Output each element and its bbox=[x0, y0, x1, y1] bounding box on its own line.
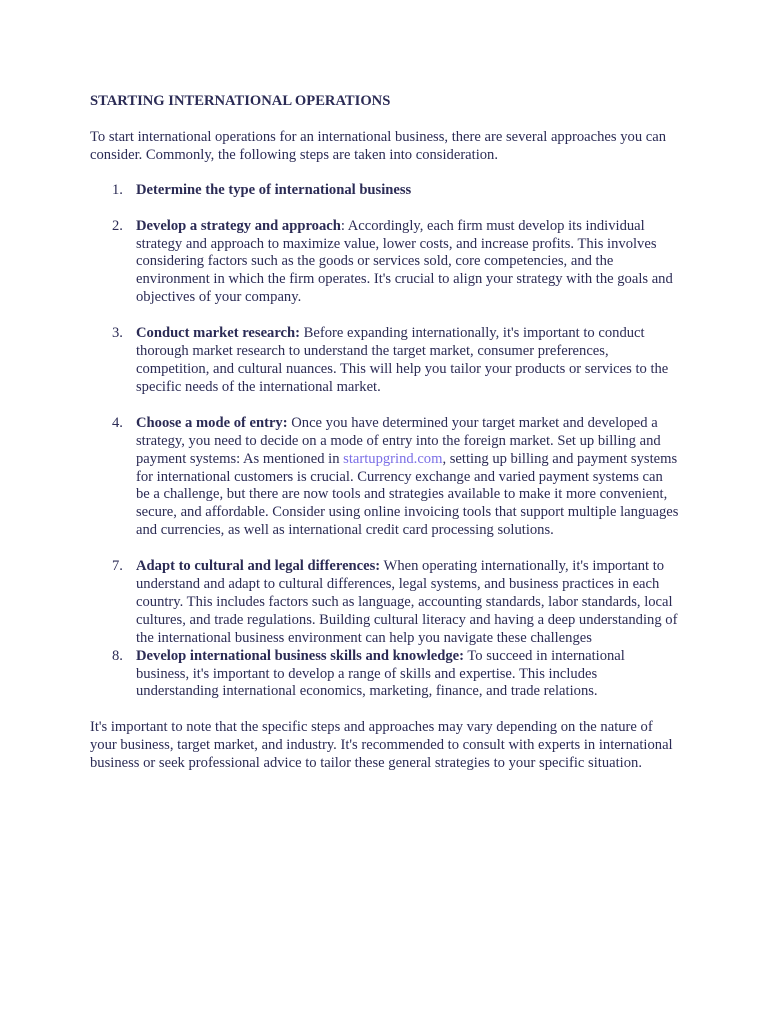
startupgrind-link[interactable]: startupgrind.com bbox=[343, 450, 443, 467]
list-item bbox=[90, 558, 680, 648]
intro-paragraph: To start international operations for an international business, there are several approaches you can consider. Commonly, the following steps are taken into consideration. bbox=[90, 128, 667, 163]
list-item-heading: Choose a mode of entry: bbox=[136, 414, 288, 431]
list-item bbox=[90, 182, 680, 200]
list-item bbox=[90, 415, 680, 540]
document-title: STARTING INTERNATIONAL OPERATIONS bbox=[90, 93, 391, 109]
list-item-heading: Develop a strategy and approach bbox=[136, 217, 341, 234]
list-item bbox=[90, 325, 680, 397]
list-item-text: Before expanding internationally, it's important to conduct thorough market research to understand the target market, consumer preferences, competition, and cultural nuances. This will help you tailor your products or services to the specific needs of the international market. bbox=[136, 325, 669, 395]
list-item-text: , setting up billing and payment systems for international customers is crucial. Currency exchange and varied payment systems can be a challenge, but there are now tools and strategies available to make it more convenient, secure, and affordable. Consider using online invoicing tools that support multiple languages and currencies, as well as international credit card processing solutions. bbox=[136, 450, 679, 539]
list-item-text: Once you have determined your target market and developed a strategy, you need to decide on a mode of entry into the foreign market. Set up billing and payment systems: As mentioned in bbox=[136, 414, 661, 467]
list-item bbox=[90, 218, 680, 308]
list-item-number: 8. bbox=[112, 647, 123, 664]
list-item-number: 7. bbox=[112, 558, 123, 575]
list-item-number: 1. bbox=[112, 181, 123, 198]
list-item-heading: Conduct market research: bbox=[136, 325, 301, 342]
list-item-heading: Adapt to cultural and legal differences: bbox=[136, 558, 381, 575]
list-item-heading: Develop international business skills and knowledge: bbox=[136, 647, 465, 664]
list-item-number: 2. bbox=[112, 217, 123, 234]
list-item bbox=[90, 648, 680, 702]
list-item-text: : Accordingly, each firm must develop its individual strategy and approach to maximize value, lower costs, and increase profits. This involves considering factors such as the goods or services sold, core competencies, and the environment in which the firm operates. It's crucial to align your strategy with the goals and objectives of your company. bbox=[136, 217, 673, 306]
list-item-number: 4. bbox=[112, 414, 123, 431]
document-page bbox=[90, 93, 680, 773]
steps-list bbox=[90, 182, 680, 702]
list-item-text: When operating internationally, it's important to understand and adapt to cultural differences, legal systems, and business practices in each country. This includes factors such as language, accounting standards, labor standards, local cultures, and trade regulations. Building cultural literacy and having a deep understanding of the international business environment can help you navigate these challenges bbox=[136, 558, 678, 646]
closing-paragraph: It's important to note that the specific steps and approaches may vary depending on the nature of your business, target market, and industry. It's recommended to consult with experts in international business or seek professional advice to tailor these general strategies to your specific situation. bbox=[90, 719, 673, 772]
list-item-heading: Determine the type of international business bbox=[136, 181, 412, 198]
list-item-text: To succeed in international business, it's important to develop a range of skills and expertise. This includes understanding international economics, marketing, finance, and trade relations. bbox=[136, 647, 625, 700]
list-item-number: 3. bbox=[112, 325, 123, 342]
